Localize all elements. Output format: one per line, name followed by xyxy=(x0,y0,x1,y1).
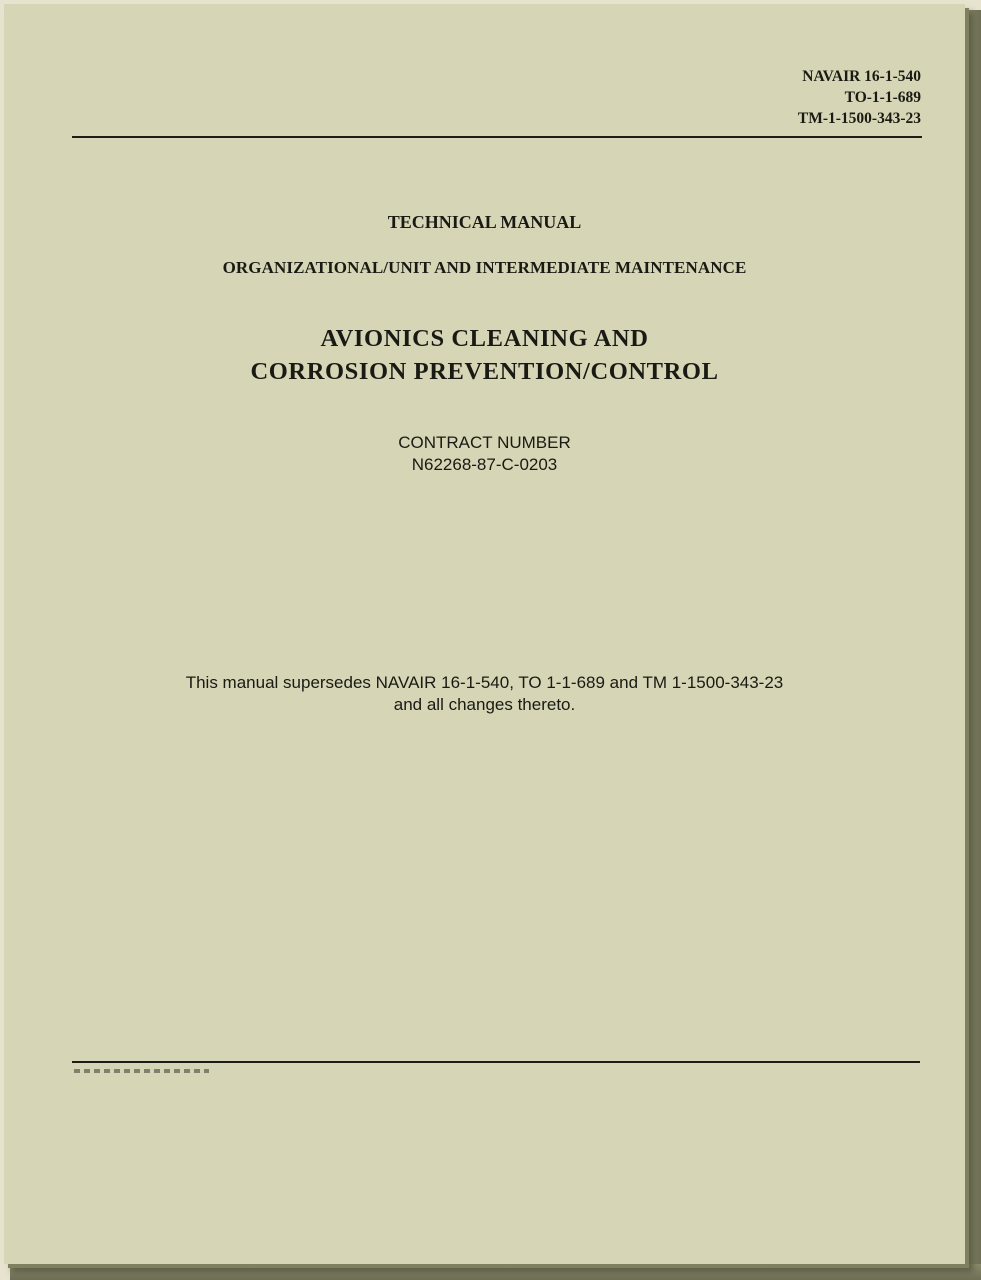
maintenance-level: ORGANIZATIONAL/UNIT AND INTERMEDIATE MAINTENANCE xyxy=(222,258,747,277)
manual-type: TECHNICAL MANUAL xyxy=(387,212,582,232)
contract-number: N62268-87-C-0203 xyxy=(411,455,558,474)
document-ids xyxy=(798,66,921,129)
supersede-notice xyxy=(4,672,965,716)
doc-id-tm: TM-1-1500-343-23 xyxy=(797,110,921,127)
page-shadow-bottom xyxy=(10,1264,981,1280)
doc-id-navair: NAVAIR 16-1-540 xyxy=(802,68,921,85)
contract-block xyxy=(4,432,965,476)
supersede-line-1: This manual supersedes NAVAIR 16-1-540, TO 1-1-689 and TM 1-1500-343-23 xyxy=(185,673,784,692)
bottom-divider xyxy=(72,1061,920,1063)
document-page xyxy=(4,4,965,1264)
doc-id-to: TO-1-1-689 xyxy=(844,89,921,106)
page-title xyxy=(4,322,965,388)
title-line-2: CORROSION PREVENTION/CONTROL xyxy=(250,358,719,385)
title-line-1: AVIONICS CLEANING AND xyxy=(320,325,649,352)
bottom-divider-ticks xyxy=(74,1069,209,1073)
top-divider xyxy=(72,136,922,138)
page-shadow-right xyxy=(965,10,981,1280)
contract-label: CONTRACT NUMBER xyxy=(398,433,571,452)
supersede-line-2: and all changes thereto. xyxy=(393,695,576,714)
